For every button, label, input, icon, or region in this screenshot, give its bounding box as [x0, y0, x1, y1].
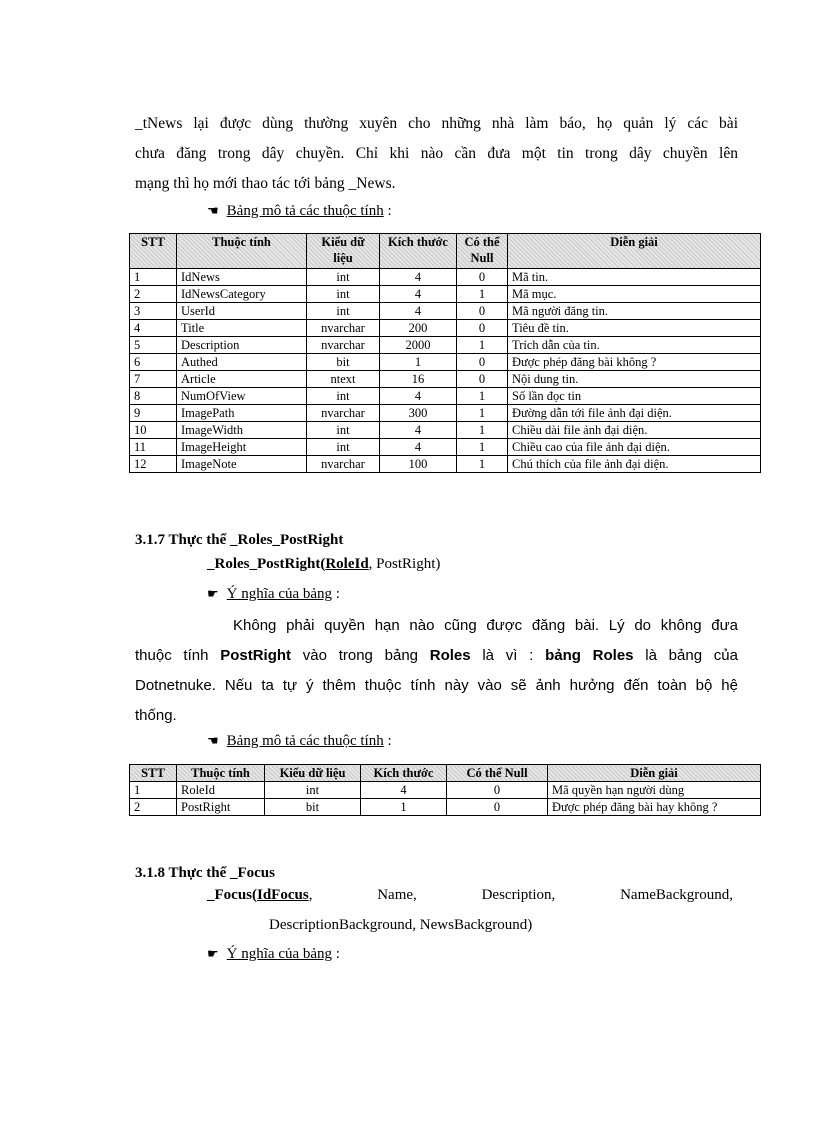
meaning-line-1: Không phải quyền hạn nào cũng được đăng bài. Lý do không đưa: [233, 617, 738, 634]
cell-datatype: nvarchar: [307, 405, 380, 422]
pointing-hand-icon: ☚: [207, 734, 219, 749]
cell-description: Được phép đăng bài hay không ?: [548, 799, 761, 816]
cell-size: 16: [380, 371, 457, 388]
cell-nullable: 1: [457, 286, 508, 303]
header-size: Kích thước: [380, 234, 457, 269]
cell-datatype: int: [307, 269, 380, 286]
cell-attribute: NumOfView: [177, 388, 307, 405]
cell-attribute: UserId: [177, 303, 307, 320]
table-header-row: [130, 234, 761, 269]
cell-description: Chiều cao của file ảnh đại diện.: [508, 439, 761, 456]
cell-nullable: 0: [457, 320, 508, 337]
cell-size: 4: [361, 782, 447, 799]
cell-stt: 8: [130, 388, 177, 405]
cell-datatype: int: [307, 422, 380, 439]
cell-attribute: Article: [177, 371, 307, 388]
section-heading-3-1-8: 3.1.8 Thực thể _Focus: [135, 865, 275, 881]
cell-description: Tiêu đề tin.: [508, 320, 761, 337]
table-row: [130, 405, 761, 422]
cell-size: 1: [361, 799, 447, 816]
header-datatype: Kiểu dữ liệu: [307, 234, 380, 269]
pointing-hand-icon: ☛: [207, 587, 219, 602]
cell-attribute: ImageNote: [177, 456, 307, 473]
cell-stt: 10: [130, 422, 177, 439]
table1-caption: ☚ Bảng mô tả các thuộc tính :: [207, 203, 392, 219]
meaning-label-318: ☛ Ý nghĩa của bảng :: [207, 946, 340, 962]
table-row: [130, 371, 761, 388]
table-header-row: [130, 765, 761, 782]
header-description: Diễn giải: [508, 234, 761, 269]
cell-nullable: 0: [457, 269, 508, 286]
entity-definition-focus: _Focus(IdFocus, Name, Description, NameBackground,: [207, 887, 733, 903]
cell-stt: 1: [130, 782, 177, 799]
cell-description: Chú thích của file ảnh đại diện.: [508, 456, 761, 473]
intro-line-3: mạng thì họ mới thao tác tới bảng _News.: [135, 175, 396, 192]
cell-nullable: 0: [457, 303, 508, 320]
intro-line-2: chưa đăng trong dây chuyền. Chỉ khi nào cần đưa một tin trong dây chuyền lên: [135, 145, 738, 162]
meaning-line-2: thuộc tính PostRight vào trong bảng Roles là vì : bảng Roles là bảng của: [135, 647, 738, 664]
cell-size: 4: [380, 388, 457, 405]
table-row: [130, 782, 761, 799]
cell-stt: 11: [130, 439, 177, 456]
cell-datatype: nvarchar: [307, 456, 380, 473]
section-heading-3-1-7: 3.1.7 Thực thể _Roles_PostRight: [135, 532, 344, 548]
cell-size: 200: [380, 320, 457, 337]
cell-datatype: ntext: [307, 371, 380, 388]
cell-description: Trích dẫn của tin.: [508, 337, 761, 354]
cell-attribute: PostRight: [177, 799, 265, 816]
header-nullable: Có thể Null: [447, 765, 548, 782]
primary-key: IdFocus: [257, 887, 309, 903]
cell-datatype: nvarchar: [307, 337, 380, 354]
cell-description: Mã tin.: [508, 269, 761, 286]
cell-nullable: 1: [457, 337, 508, 354]
cell-datatype: int: [307, 303, 380, 320]
table-row: [130, 422, 761, 439]
primary-key: RoleId: [325, 556, 369, 572]
attribute-table-roles-postright: [129, 764, 761, 816]
cell-size: 300: [380, 405, 457, 422]
intro-paragraph: [135, 109, 738, 199]
cell-stt: 2: [130, 286, 177, 303]
cell-stt: 12: [130, 456, 177, 473]
cell-description: Mã quyền hạn người dùng: [548, 782, 761, 799]
table-row: [130, 337, 761, 354]
cell-nullable: 1: [457, 405, 508, 422]
header-size: Kích thước: [361, 765, 447, 782]
cell-nullable: 0: [457, 371, 508, 388]
cell-stt: 3: [130, 303, 177, 320]
cell-size: 1: [380, 354, 457, 371]
table-row: [130, 439, 761, 456]
cell-nullable: 1: [457, 456, 508, 473]
cell-nullable: 0: [457, 354, 508, 371]
cell-description: Mã mục.: [508, 286, 761, 303]
cell-nullable: 1: [457, 422, 508, 439]
table2-caption: ☚ Bảng mô tả các thuộc tính :: [207, 733, 392, 749]
header-nullable: Có thể Null: [457, 234, 508, 269]
header-stt: STT: [130, 234, 177, 269]
table-row: [130, 269, 761, 286]
cell-description: Số lần đọc tin: [508, 388, 761, 405]
cell-nullable: 1: [457, 388, 508, 405]
cell-datatype: bit: [307, 354, 380, 371]
header-attribute: Thuộc tính: [177, 234, 307, 269]
cell-attribute: ImagePath: [177, 405, 307, 422]
cell-description: Nội dung tin.: [508, 371, 761, 388]
cell-description: Đường dẫn tới file ảnh đại diện.: [508, 405, 761, 422]
cell-stt: 6: [130, 354, 177, 371]
cell-stt: 1: [130, 269, 177, 286]
cell-attribute: ImageHeight: [177, 439, 307, 456]
cell-datatype: int: [307, 286, 380, 303]
cell-description: Mã người đăng tin.: [508, 303, 761, 320]
cell-attribute: IdNewsCategory: [177, 286, 307, 303]
intro-line-1: _tNews lại được dùng thường xuyên cho những nhà làm báo, họ quản lý các bài: [135, 115, 738, 132]
cell-size: 2000: [380, 337, 457, 354]
table-row: [130, 456, 761, 473]
table-row: [130, 286, 761, 303]
cell-size: 100: [380, 456, 457, 473]
table-row: [130, 799, 761, 816]
cell-nullable: 0: [447, 799, 548, 816]
cell-size: 4: [380, 439, 457, 456]
pointing-hand-icon: ☚: [207, 204, 219, 219]
header-attribute: Thuộc tính: [177, 765, 265, 782]
cell-datatype: int: [307, 388, 380, 405]
cell-size: 4: [380, 303, 457, 320]
cell-datatype: int: [307, 439, 380, 456]
cell-description: Chiều dài file ảnh đại diện.: [508, 422, 761, 439]
cell-attribute: ImageWidth: [177, 422, 307, 439]
meaning-line-3: Dotnetnuke. Nếu ta tự ý thêm thuộc tính này vào sẽ ảnh hưởng đến toàn bộ hệ: [135, 677, 738, 694]
entity-definition-focus-cont: DescriptionBackground, NewsBackground): [269, 917, 533, 933]
cell-size: 4: [380, 286, 457, 303]
cell-stt: 5: [130, 337, 177, 354]
table-row: [130, 303, 761, 320]
cell-size: 4: [380, 422, 457, 439]
cell-datatype: nvarchar: [307, 320, 380, 337]
cell-stt: 7: [130, 371, 177, 388]
meaning-label-317: ☛ Ý nghĩa của bảng :: [207, 586, 340, 602]
cell-nullable: 1: [457, 439, 508, 456]
pointing-hand-icon: ☛: [207, 947, 219, 962]
cell-attribute: Authed: [177, 354, 307, 371]
cell-attribute: Title: [177, 320, 307, 337]
meaning-line-4: thống.: [135, 707, 177, 724]
cell-stt: 4: [130, 320, 177, 337]
cell-nullable: 0: [447, 782, 548, 799]
table-row: [130, 320, 761, 337]
cell-size: 4: [380, 269, 457, 286]
header-description: Diễn giải: [548, 765, 761, 782]
attribute-table-news: [129, 233, 761, 473]
cell-attribute: IdNews: [177, 269, 307, 286]
table-row: [130, 388, 761, 405]
header-datatype: Kiểu dữ liệu: [265, 765, 361, 782]
header-stt: STT: [130, 765, 177, 782]
meaning-paragraph-317: [135, 611, 738, 731]
entity-definition-roles-postright: _Roles_PostRight(RoleId, PostRight): [207, 556, 441, 572]
cell-attribute: Description: [177, 337, 307, 354]
cell-stt: 9: [130, 405, 177, 422]
cell-stt: 2: [130, 799, 177, 816]
cell-datatype: bit: [265, 799, 361, 816]
cell-datatype: int: [265, 782, 361, 799]
cell-attribute: RoleId: [177, 782, 265, 799]
cell-description: Được phép đăng bài không ?: [508, 354, 761, 371]
table-row: [130, 354, 761, 371]
